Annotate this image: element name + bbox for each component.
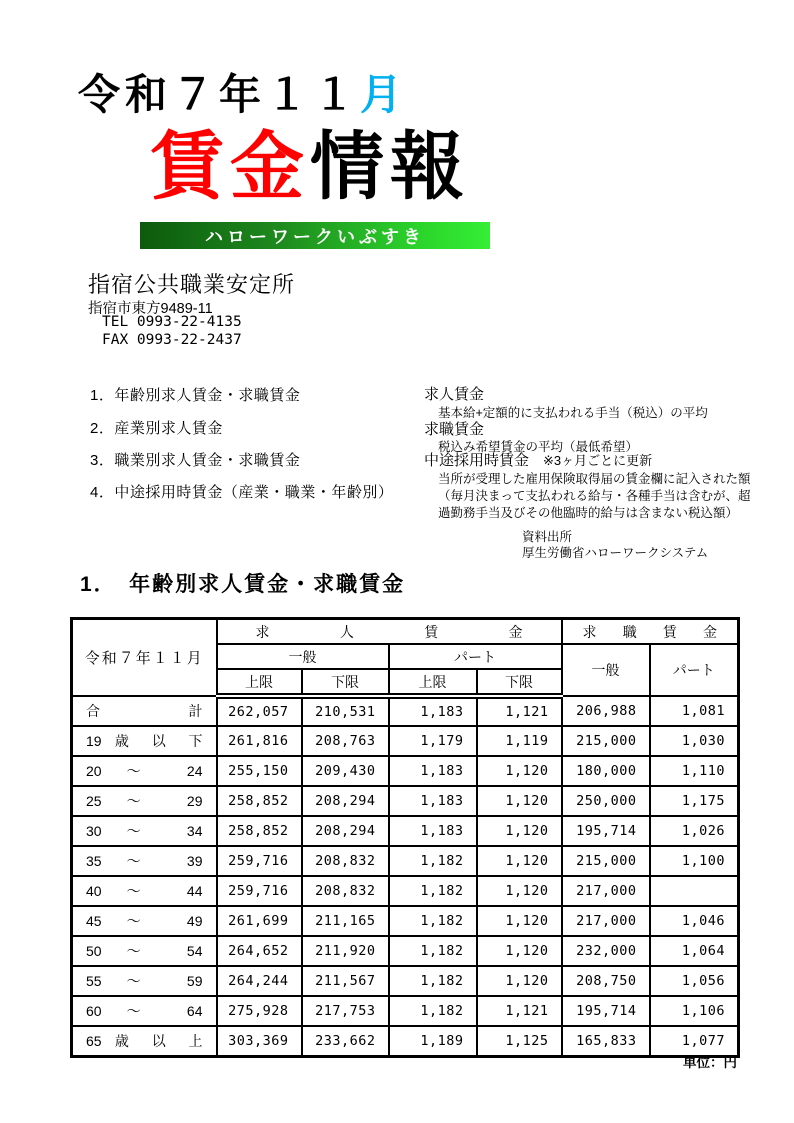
wage-value-cell: 180,000: [562, 756, 650, 786]
hellowork-banner: [140, 222, 490, 249]
wage-value-cell: 1,121: [477, 996, 562, 1026]
wage-value-cell: 1,026: [650, 816, 739, 846]
office-address: 指宿市東方9489-11: [88, 301, 213, 317]
wage-value-cell: 1,120: [477, 936, 562, 966]
wage-value-cell: 233,662: [302, 1026, 389, 1056]
table-row: [72, 876, 739, 906]
row-age-label: 30 ～ 34: [72, 816, 217, 846]
wage-value-cell: 1,120: [477, 786, 562, 816]
row-age-label: 19 歳 以 下: [72, 726, 217, 756]
definition-line: （毎月決まって支払われる給与・各種手当は含むが、超: [438, 489, 751, 503]
wage-value-cell: 217,000: [562, 876, 650, 906]
wage-value-cell: 1,064: [650, 936, 739, 966]
header-kyushoku-general: 一般: [562, 644, 650, 696]
source-label: 資料出所: [522, 530, 573, 544]
wage-value-cell: 1,182: [389, 906, 477, 936]
wage-value-cell: 1,121: [477, 696, 562, 726]
wage-value-cell: 1,189: [389, 1026, 477, 1056]
wage-value-cell: 1,182: [389, 936, 477, 966]
wage-value-cell: 232,000: [562, 936, 650, 966]
row-age-label: 合 計: [72, 696, 217, 726]
toc-item-industry-wage: 2．産業別求人賃金: [90, 420, 223, 437]
wage-value-cell: 208,750: [562, 966, 650, 996]
table-row: [72, 816, 739, 846]
wage-value-cell: 208,294: [302, 816, 389, 846]
table-row: [72, 906, 739, 936]
wage-value-cell: 1,110: [650, 756, 739, 786]
toc-item-midcareer-wage: 4．中途採用時賃金（産業・職業・年齢別）: [90, 484, 394, 501]
wage-value-cell: 1,119: [477, 726, 562, 756]
wage-value-cell: 262,057: [217, 696, 302, 726]
page-title-wage: 賃金: [150, 125, 310, 208]
wage-value-cell: 211,567: [302, 966, 389, 996]
header-lower-limit: 下限: [302, 669, 389, 696]
wage-value-cell: 1,030: [650, 726, 739, 756]
table-row: [72, 726, 739, 756]
wage-value-cell: 1,182: [389, 876, 477, 906]
wage-value-cell: 1,046: [650, 906, 739, 936]
page-title: [150, 108, 470, 214]
page-title-info: 情報: [310, 125, 470, 208]
wage-value-cell: 303,369: [217, 1026, 302, 1056]
header-kyujin-general: 一般: [217, 644, 389, 669]
wage-value-cell: 1,125: [477, 1026, 562, 1056]
wage-value-cell: 1,120: [477, 966, 562, 996]
wage-table-header: [72, 619, 739, 697]
wage-value-cell: 1,175: [650, 786, 739, 816]
wage-value-cell: 1,120: [477, 906, 562, 936]
wage-value-cell: 165,833: [562, 1026, 650, 1056]
wage-value-cell: 209,430: [302, 756, 389, 786]
definition-line: 当所が受理した雇用保険取得届の賃金欄に記入された額: [438, 472, 751, 486]
wage-value-cell: 255,150: [217, 756, 302, 786]
table-row: [72, 696, 739, 726]
wage-value-cell: [650, 876, 739, 906]
row-age-label: 25 ～ 29: [72, 786, 217, 816]
wage-value-cell: 1,077: [650, 1026, 739, 1056]
wage-value-cell: 261,699: [217, 906, 302, 936]
wage-value-cell: 258,852: [217, 786, 302, 816]
row-age-label: 20 ～ 24: [72, 756, 217, 786]
source-value: 厚生労働省ハローワークシステム: [522, 546, 709, 560]
wage-value-cell: 1,106: [650, 996, 739, 1026]
definition-line: 過勤務手当及びその他臨時的給与は含まない税込額）: [438, 506, 739, 520]
wage-value-cell: 250,000: [562, 786, 650, 816]
wage-value-cell: 195,714: [562, 996, 650, 1026]
row-age-label: 35 ～ 39: [72, 846, 217, 876]
wage-value-cell: 215,000: [562, 846, 650, 876]
issue-date-prefix: 令和７年１１: [78, 71, 361, 118]
wage-value-cell: 1,081: [650, 696, 739, 726]
table-row: [72, 846, 739, 876]
wage-value-cell: 1,120: [477, 846, 562, 876]
header-kyushoku-part: パート: [650, 644, 739, 696]
definition-term-text: 中途採用時賃金: [424, 452, 530, 469]
wage-value-cell: 1,182: [389, 996, 477, 1026]
table-row: [72, 936, 739, 966]
wage-value-cell: 259,716: [217, 876, 302, 906]
row-age-label: 60 ～ 64: [72, 996, 217, 1026]
wage-value-cell: 1,183: [389, 756, 477, 786]
banner-label: ハローワークいぶすき: [205, 226, 425, 247]
definition-line: 税込み希望賃金の平均（最低希望）: [438, 440, 639, 454]
wage-value-cell: 1,100: [650, 846, 739, 876]
table-row: [72, 996, 739, 1026]
wage-table: [70, 617, 740, 1058]
wage-value-cell: 1,183: [389, 696, 477, 726]
header-kyujin-part: パート: [389, 644, 562, 669]
wage-value-cell: 195,714: [562, 816, 650, 846]
wage-value-cell: 1,120: [477, 816, 562, 846]
header-lower-limit: 下限: [477, 669, 562, 696]
wage-value-cell: 208,832: [302, 876, 389, 906]
wage-value-cell: 264,244: [217, 966, 302, 996]
wage-value-cell: 210,531: [302, 696, 389, 726]
wage-value-cell: 217,753: [302, 996, 389, 1026]
header-group-kyujin: 求 人 賃 金: [217, 619, 562, 645]
definition-term-midcareer: [424, 449, 652, 470]
update-note: ※3ヶ月ごとに更新: [543, 453, 653, 468]
unit-note: 単位：円: [683, 1055, 737, 1070]
definition-term-kyushoku: 求職賃金: [424, 421, 485, 438]
table-row: [72, 786, 739, 816]
toc-item-occupation-wage: 3．職業別求人賃金・求職賃金: [90, 452, 301, 469]
section-title: 1． 年齢別求人賃金・求職賃金: [80, 573, 406, 596]
wage-table-body: [72, 696, 739, 1056]
header-upper-limit: 上限: [389, 669, 477, 696]
row-age-label: 50 ～ 54: [72, 936, 217, 966]
wage-value-cell: 258,852: [217, 816, 302, 846]
definition-term-kyujin: 求人賃金: [424, 386, 485, 403]
table-row: [72, 756, 739, 786]
wage-value-cell: 259,716: [217, 846, 302, 876]
table-row: [72, 966, 739, 996]
wage-value-cell: 1,120: [477, 756, 562, 786]
office-tel: TEL 0993-22-4135: [102, 314, 242, 330]
wage-value-cell: 1,056: [650, 966, 739, 996]
table-row: [72, 1026, 739, 1056]
wage-value-cell: 206,988: [562, 696, 650, 726]
wage-value-cell: 211,165: [302, 906, 389, 936]
definition-line: 基本給+定額的に支払われる手当（税込）の平均: [438, 406, 708, 420]
row-age-label: 40 ～ 44: [72, 876, 217, 906]
header-upper-limit: 上限: [217, 669, 302, 696]
wage-value-cell: 264,652: [217, 936, 302, 966]
wage-value-cell: 1,183: [389, 786, 477, 816]
wage-value-cell: 208,294: [302, 786, 389, 816]
wage-value-cell: 1,182: [389, 846, 477, 876]
row-age-label: 55 ～ 59: [72, 966, 217, 996]
office-name: 指宿公共職業安定所: [88, 272, 296, 297]
wage-value-cell: 217,000: [562, 906, 650, 936]
wage-value-cell: 275,928: [217, 996, 302, 1026]
wage-value-cell: 211,920: [302, 936, 389, 966]
wage-value-cell: 208,763: [302, 726, 389, 756]
header-group-kyushoku: 求 職 賃 金: [562, 619, 739, 645]
issue-date-month: 月: [360, 71, 408, 118]
wage-value-cell: 208,832: [302, 846, 389, 876]
row-age-label: 65 歳 以 上: [72, 1026, 217, 1056]
wage-value-cell: 215,000: [562, 726, 650, 756]
wage-value-cell: 261,816: [217, 726, 302, 756]
wage-value-cell: 1,183: [389, 816, 477, 846]
office-fax: FAX 0993-22-2437: [102, 332, 242, 348]
row-age-label: 45 ～ 49: [72, 906, 217, 936]
wage-value-cell: 1,120: [477, 876, 562, 906]
wage-value-cell: 1,182: [389, 966, 477, 996]
toc-item-age-wage: 1．年齢別求人賃金・求職賃金: [90, 387, 301, 404]
wage-value-cell: 1,179: [389, 726, 477, 756]
header-period: 令和７年１１月: [72, 619, 217, 697]
